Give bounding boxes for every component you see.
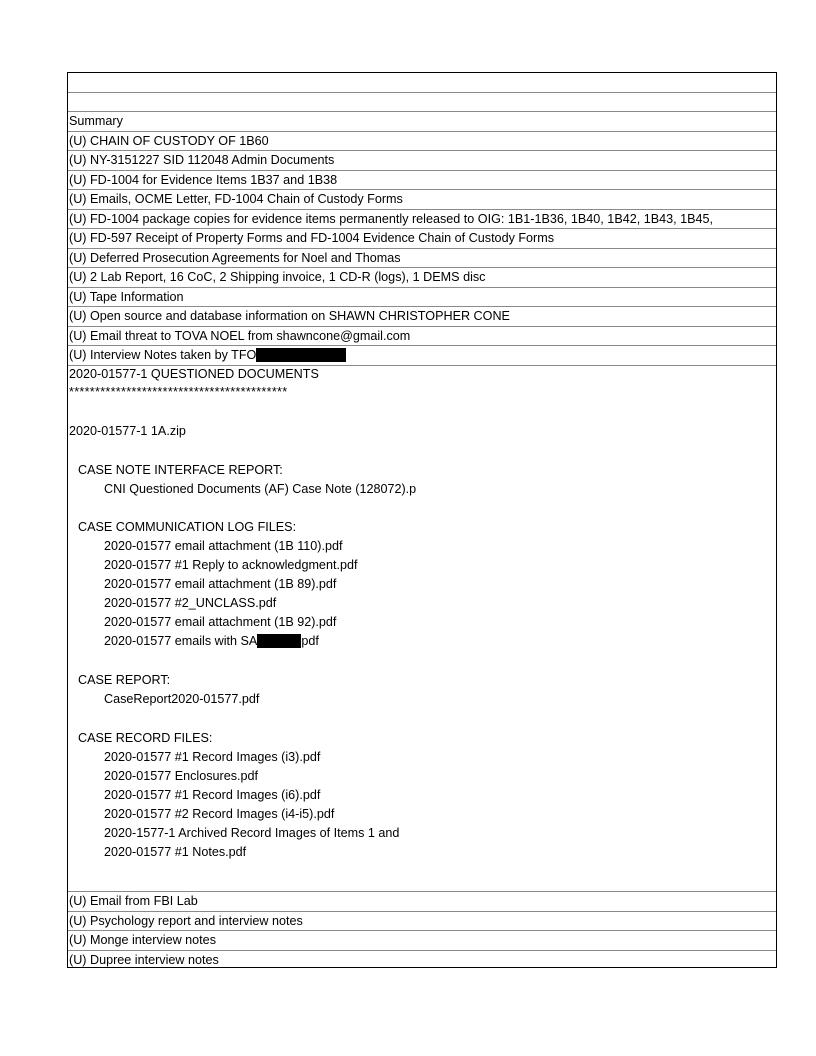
file-item: 2020-01577 #1 Notes.pdf — [104, 845, 247, 859]
table-row — [68, 73, 776, 93]
redaction-block — [257, 634, 301, 648]
file-item: 2020-01577 #1 Reply to acknowledgment.pdf — [104, 558, 358, 572]
file-item — [104, 632, 319, 651]
table-row — [68, 171, 776, 191]
section-header: CASE RECORD FILES: — [78, 731, 213, 745]
cell-text: (U) Psychology report and interview notes — [69, 913, 303, 928]
questioned-documents-cell — [68, 365, 776, 892]
table-row — [68, 951, 776, 971]
section-title: 2020-01577-1 QUESTIONED DOCUMENTS — [69, 367, 319, 381]
section-header: CASE REPORT: — [78, 673, 171, 687]
file-item: 2020-1577-1 Archived Record Images of Items 1 and — [104, 826, 400, 840]
cell-text: (U) Email from FBI Lab — [69, 894, 198, 908]
spreadsheet-table — [67, 72, 777, 968]
redaction-block — [256, 348, 346, 362]
table-row — [68, 307, 776, 327]
cell-text: (U) Emails, OCME Letter, FD-1004 Chain of Custody Forms — [69, 192, 403, 206]
file-item: 2020-01577 #2 Record Images (i4-i5).pdf — [104, 807, 335, 821]
table-row — [68, 151, 776, 171]
file-item: 2020-01577 #2_UNCLASS.pdf — [104, 596, 277, 610]
table-row — [68, 892, 776, 912]
cell-text: (U) Interview Notes taken by TFO — [69, 348, 257, 362]
section-header: CASE NOTE INTERFACE REPORT: — [78, 463, 283, 477]
file-item: 2020-01577 Enclosures.pdf — [104, 769, 259, 783]
cell-text: (U) Tape Information — [69, 289, 184, 304]
file-item: CNI Questioned Documents (AF) Case Note (128072).p — [104, 482, 417, 496]
table-row — [68, 912, 776, 932]
cell-text: (U) Monge interview notes — [69, 933, 216, 947]
table-row — [68, 93, 776, 113]
table-row — [68, 249, 776, 269]
cell-text: (U) CHAIN OF CUSTODY OF 1B60 — [69, 133, 269, 148]
table-row — [68, 327, 776, 347]
table-row — [68, 190, 776, 210]
file-item: 2020-01577 email attachment (1B 110).pdf — [104, 539, 343, 553]
cell-text: (U) FD-1004 for Evidence Items 1B37 and 1B38 — [69, 172, 338, 187]
file-item: 2020-01577 #1 Record Images (i3).pdf — [104, 750, 321, 764]
summary-header: Summary — [69, 114, 123, 128]
cell-text: (U) FD-1004 package copies for evidence items permanently released to OIG: 1B1-1B36, 1B40, 1B42, 1B43, 1B45, — [69, 211, 714, 226]
file-item: 2020-01577 email attachment (1B 92).pdf — [104, 615, 337, 629]
table-row — [68, 288, 776, 308]
cell-text: (U) Dupree interview notes — [69, 952, 219, 967]
file-item: 2020-01577 email attachment (1B 89).pdf — [104, 577, 337, 591]
section-header: CASE COMMUNICATION LOG FILES: — [78, 520, 297, 534]
cell-text: (U) Open source and database information on SHAWN CHRISTOPHER CONE — [69, 309, 510, 323]
table-row — [68, 112, 776, 132]
cell-text: (U) FD-597 Receipt of Property Forms and FD-1004 Evidence Chain of Custody Forms — [69, 231, 555, 245]
table-row — [68, 931, 776, 951]
table-row — [68, 346, 776, 366]
separator-stars: ****************************************** — [69, 385, 288, 399]
cell-text: (U) 2 Lab Report, 16 CoC, 2 Shipping invoice, 1 CD-R (logs), 1 DEMS disc — [69, 270, 486, 284]
cell-text: (U) Email threat to TOVA NOEL from shawncone@gmail.com — [69, 328, 411, 343]
file-item-prefix: 2020-01577 emails with SA — [104, 634, 258, 648]
table-row — [68, 229, 776, 249]
cell-text: (U) NY-3151227 SID 112048 Admin Documents — [69, 153, 335, 167]
table-row — [68, 268, 776, 288]
table-row — [68, 210, 776, 230]
file-item: CaseReport2020-01577.pdf — [104, 692, 260, 706]
zip-filename: 2020-01577-1 1A.zip — [69, 424, 186, 438]
file-item: 2020-01577 #1 Record Images (i6).pdf — [104, 788, 321, 802]
cell-text: (U) Deferred Prosecution Agreements for Noel and Thomas — [69, 250, 401, 265]
file-item-suffix: pdf — [301, 634, 319, 648]
table-row — [68, 132, 776, 152]
